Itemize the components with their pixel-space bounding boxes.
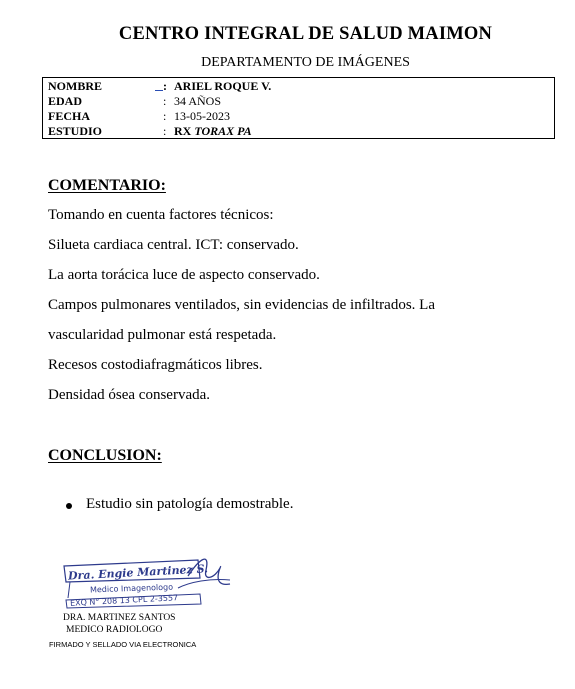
age-value: 34 AÑOS: [174, 94, 222, 108]
stamp-name: Dra. Engie Martinez S.: [67, 562, 209, 583]
date-separator: :: [163, 109, 167, 123]
study-label: ESTUDIO: [48, 124, 103, 138]
age-separator: :: [163, 94, 167, 108]
comentario-line: Tomando en cuenta factores técnicos:: [48, 207, 274, 223]
name-label: NOMBRE: [48, 79, 102, 93]
signer-title: MEDICO RADIOLOGO: [66, 625, 163, 635]
patient-info-box: [42, 77, 555, 139]
clinic-title: CENTRO INTEGRAL DE SALUD MAIMON: [118, 24, 493, 44]
electronic-signature-note: FIRMADO Y SELLADO VIA ELECTRONICA: [49, 640, 197, 649]
study-value-prefix: RX: [174, 124, 192, 138]
study-separator: :: [163, 124, 167, 138]
name-value: ARIEL ROQUE V.: [174, 79, 272, 93]
comentario-line: Silueta cardiaca central. ICT: conservado.: [48, 237, 299, 253]
age-label: EDAD: [48, 94, 83, 108]
comentario-line: Densidad ósea conservada.: [48, 387, 211, 403]
name-separator: :: [163, 79, 167, 93]
doctor-stamp: [60, 548, 240, 618]
comentario-line: vascularidad pulmonar está respetada.: [48, 327, 277, 343]
study-value: [174, 124, 252, 139]
comentario-line: Campos pulmonares ventilados, sin evidencias de infiltrados. La: [48, 297, 435, 313]
date-label: FECHA: [48, 109, 90, 123]
stamp-role: Medico Imagenologo: [89, 582, 174, 595]
conclusion-item: Estudio sin patología demostrable.: [86, 496, 294, 512]
conclusion-heading: CONCLUSION:: [48, 447, 162, 464]
date-value: 13-05-2023: [174, 109, 230, 123]
signer-name: DRA. MARTINEZ SANTOS: [63, 613, 176, 623]
comentario-line: Recesos costodiafragmáticos libres.: [48, 357, 263, 373]
stamp-id: EXQ N° 208 13 CPL 2-3557: [69, 593, 179, 608]
bullet-icon: [66, 503, 72, 509]
study-value-italic: TORAX PA: [194, 124, 252, 138]
department-subtitle: DEPARTAMENTO DE IMÁGENES: [201, 55, 410, 70]
comentario-heading: COMENTARIO:: [48, 177, 166, 194]
comentario-line: La aorta torácica luce de aspecto conservado.: [48, 267, 320, 283]
